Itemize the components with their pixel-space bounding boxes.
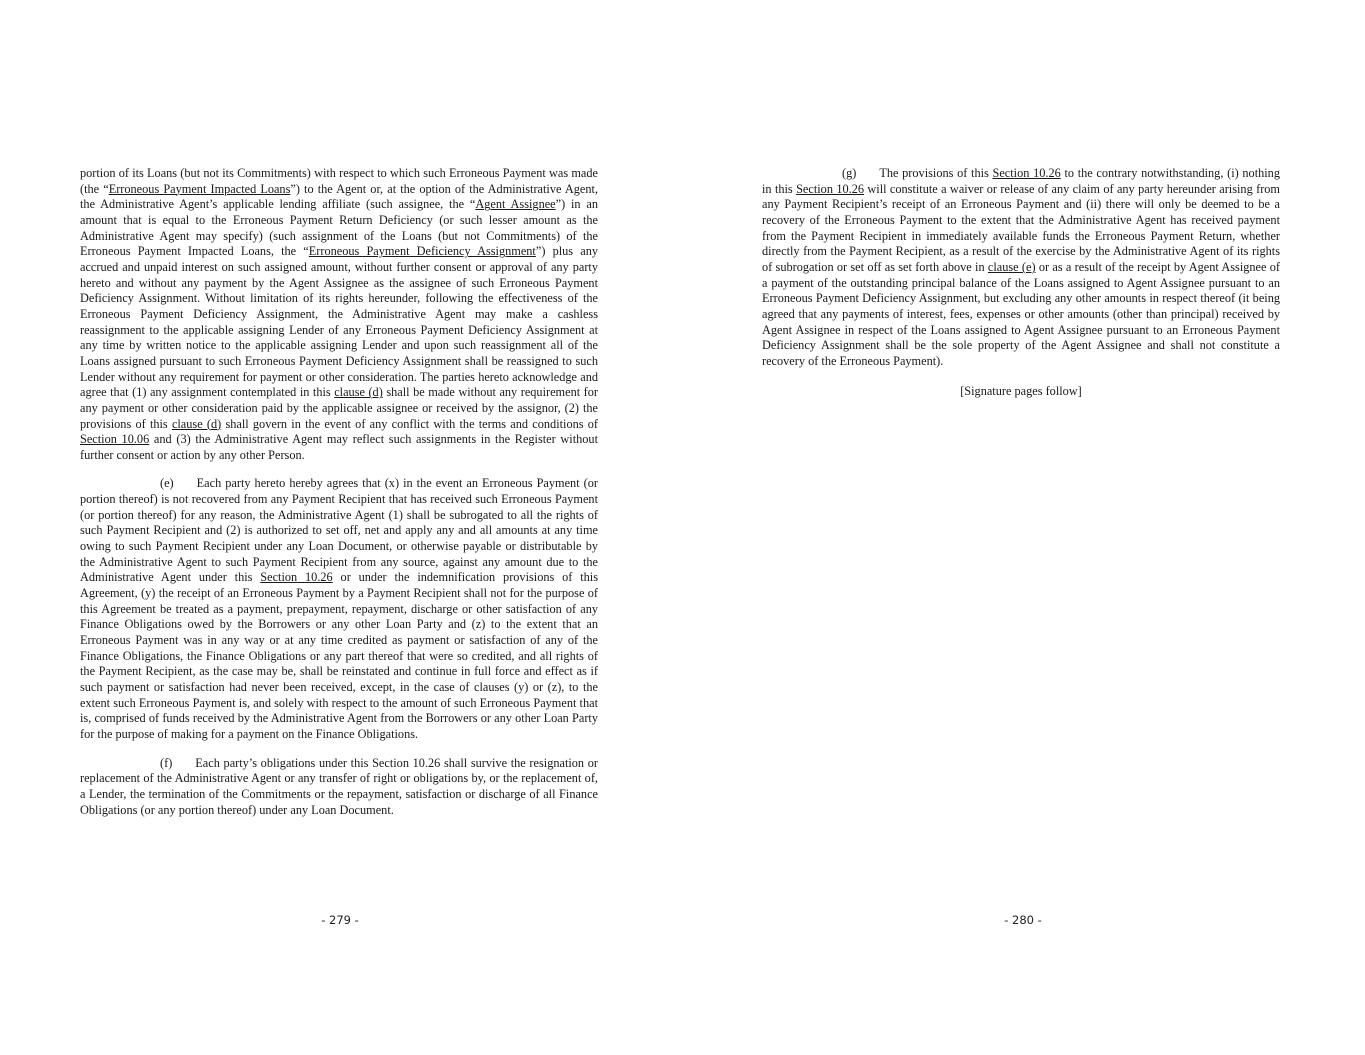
left-page	[80, 166, 598, 831]
clause-label-e: (e)	[160, 476, 174, 491]
paragraph-f: (f) Each party’s obligations under this Section 10.26 shall survive the resignation or replacement of the Administrative Agent or any transfer of right or obligations by, or the replacement of, a Lender, the termination of the Commitments or the repayment, satisfaction or discharge of all Finance Obligations (or any portion thereof) under any Loan Document.	[80, 755, 598, 817]
cross-ref-clause-d: clause (d)	[334, 385, 383, 400]
page-number-279: - 279 -	[321, 913, 359, 927]
page-number-280: - 280 -	[1004, 913, 1042, 927]
cross-ref-section-10-06: Section 10.06	[80, 432, 150, 447]
defined-term-impacted-loans: Erroneous Payment Impacted Loans	[108, 181, 291, 196]
right-page	[762, 166, 1280, 412]
paragraph-g: (g) The provisions of this Section 10.26 to the contrary notwithstanding, (i) nothing in this Section 10.26 will constitute a waiver or release of any claim of any party hereunder arising from any Payment Recipient’s receipt of an Erroneous Payment and (ii) there will only be deemed to be a recovery of the Erroneous Payment to the extent that the Administrative Agent has received payment from the Payment Recipient in immediately available funds the Erroneous Payment Return, whether directly from the Payment Recipient, as a result of the exercise by the Administrative Agent of its rights of subrogation or set off as set forth above in clause (e) or as a result of the receipt by Agent Assignee of a payment of the outstanding principal balance of the Loans assigned to Agent Assignee pursuant to an Erroneous Payment Deficiency Assignment, but excluding any other amounts in respect thereof (it being agreed that any payments of interest, fees, expenses or other amounts (other than principal) received by Agent Assignee in respect of the Loans assigned to Agent Assignee pursuant to an Erroneous Payment Deficiency Assignment shall be the sole property of the Agent Assignee and shall not constitute a recovery of the Erroneous Payment).	[762, 166, 1280, 368]
paragraph-e: (e) Each party hereto hereby agrees that (x) in the event an Erroneous Payment (or portion thereof) is not recovered from any Payment Recipient that has received such Erroneous Payment (or portion thereof) for any reason, the Administrative Agent (1) shall be subrogated to all the rights of such Payment Recipient and (2) is authorized to set off, net and apply any and all amounts at any time owing to such Payment Recipient under any Loan Document, or otherwise payable or distributable by the Administrative Agent to such Payment Recipient from any source, against any amount due to the Administrative Agent under this Section 10.26 or under the indemnification provisions of this Agreement, (y) the receipt of an Erroneous Payment by a Payment Recipient shall not for the purpose of this Agreement be treated as a payment, prepayment, repayment, discharge or other satisfaction of any Finance Obligations owed by the Borrowers or any other Loan Party and (z) to the extent that an Erroneous Payment was in any way or at any time credited as payment or satisfaction of any of the Finance Obligations, the Finance Obligations or any part thereof that were so credited, and all rights of the Payment Recipient, as the case may be, shall be reinstated and continue in full force and effect as if such payment or satisfaction had never been received, except, in the case of clauses (y) or (z), to the extent such Erroneous Payment is, and solely with respect to the amount of such Erroneous Payment that is, comprised of funds received by the Administrative Agent from the Borrowers or any other Loan Party for the purpose of making for a payment on the Finance Obligations.	[80, 476, 598, 741]
defined-term-deficiency-assignment: Erroneous Payment Deficiency Assignment	[308, 244, 536, 259]
cross-ref-section-10-26: Section 10.26	[796, 181, 865, 196]
cross-ref-section-10-26: Section 10.26	[260, 570, 333, 585]
cross-ref-clause-d: clause (d)	[171, 416, 222, 431]
clause-label-f: (f)	[160, 755, 173, 770]
clause-label-g: (g)	[842, 166, 857, 180]
cross-ref-clause-e: clause (e)	[987, 259, 1036, 274]
defined-term-agent-assignee: Agent Assignee	[475, 197, 556, 212]
cross-ref-section-10-26: Section 10.26	[992, 166, 1061, 180]
paragraph-d-continuation: portion of its Loans (but not its Commitments) with respect to which such Erroneous Payment was made (the “Erroneous Payment Impacted Loans”) to the Agent or, at the option of the Administrative Agent, the Administrative Agent’s applicable lending affiliate (such assignee, the “Agent Assignee”) in an amount that is equal to the Erroneous Payment Return Deficiency (or such lesser amount as the Administrative Agent may specify) (such assignment of the Loans (but not Commitments) of the Erroneous Payment Impacted Loans, the “Erroneous Payment Deficiency Assignment”) plus any accrued and unpaid interest on such assigned amount, without further consent or approval of any party hereto and without any payment by the Agent Assignee as the assignee of such Erroneous Payment Deficiency Assignment. Without limitation of its rights hereunder, following the effectiveness of the Erroneous Payment Deficiency Assignment, the Administrative Agent may make a cashless reassignment to the applicable assigning Lender of any Erroneous Payment Deficiency Assignment at any time by written notice to the applicable assigning Lender and upon such reassignment all of the Loans assigned pursuant to such Erroneous Payment Deficiency Assignment shall be reassigned to such Lender without any requirement for payment or other consideration. The parties hereto acknowledge and agree that (1) any assignment contemplated in this clause (d) shall be made without any requirement for any payment or other consideration paid by the applicable assignee or received by the assignor, (2) the provisions of this clause (d) shall govern in the event of any conflict with the terms and conditions of Section 10.06 and (3) the Administrative Agent may reflect such assignments in the Register without further consent or action by any other Person.	[80, 166, 599, 462]
signature-pages-note: [Signature pages follow]	[960, 383, 1082, 398]
